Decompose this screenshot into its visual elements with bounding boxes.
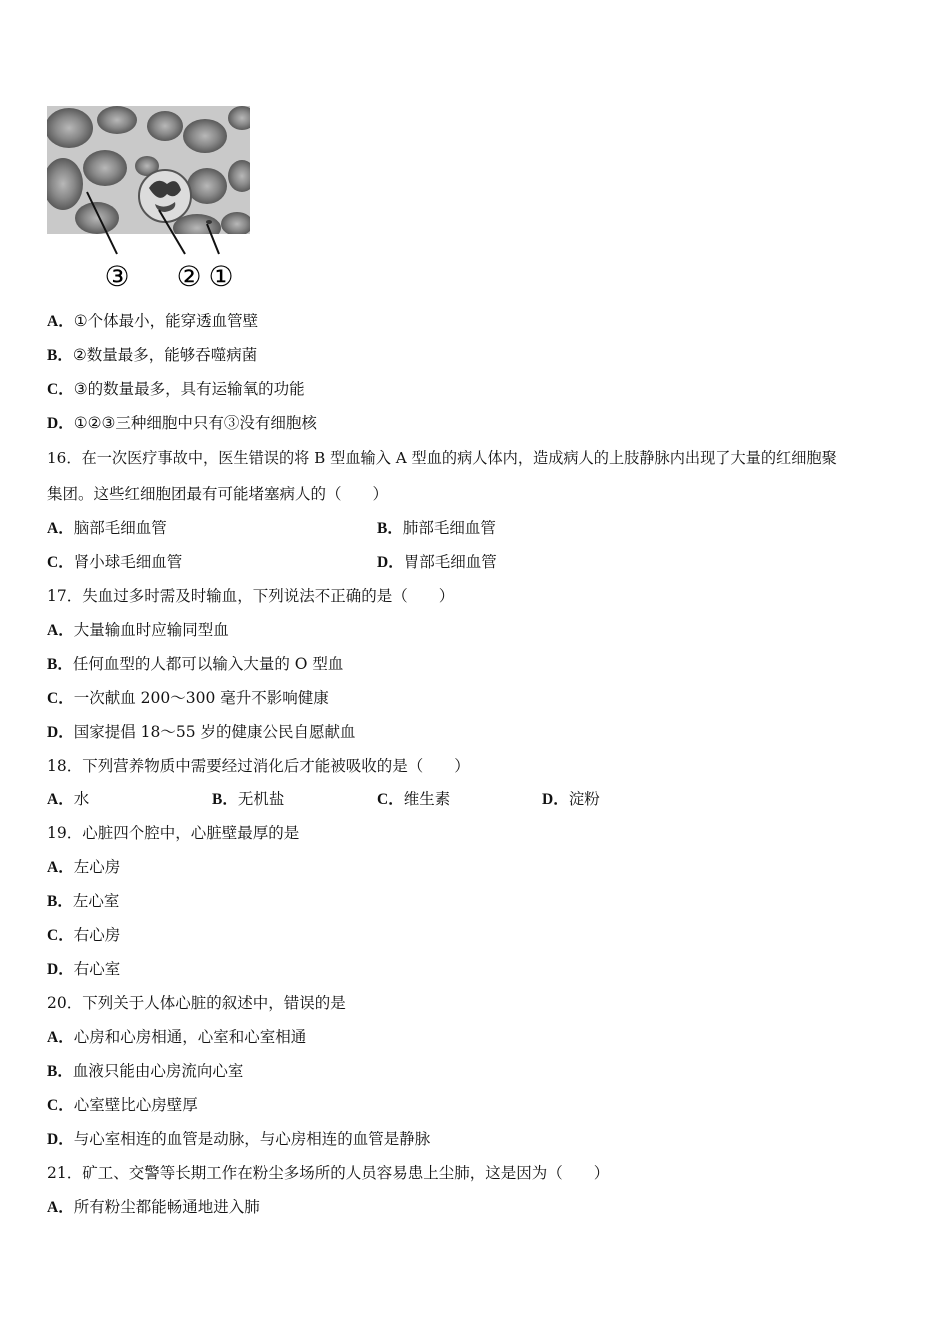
q15-option-a: A．①个体最小，能穿透血管壁	[47, 312, 259, 330]
blood-cell-figure	[47, 106, 250, 296]
q16-option-b: B．肺部毛细血管	[377, 519, 496, 537]
q16-option-a: A．脑部毛细血管	[47, 519, 167, 537]
q18-option-b: B．无机盐	[212, 790, 285, 808]
q20-option-c: C．心室壁比心房壁厚	[47, 1096, 198, 1114]
q21-option-a: A．所有粉尘都能畅通地进入肺	[47, 1198, 260, 1216]
q15-option-d: D．①②③三种细胞中只有③没有细胞核	[47, 414, 317, 432]
figure-label-3: ③	[104, 260, 130, 293]
q17-option-b: B．任何血型的人都可以输入大量的 O 型血	[47, 655, 344, 673]
q15-option-c: C．③的数量最多，具有运输氧的功能	[47, 380, 305, 398]
q17-stem: 17．失血过多时需及时输血，下列说法不正确的是（ ）	[47, 587, 455, 605]
q16-stem-line2: 集团。这些红细胞团最有可能堵塞病人的（ ）	[47, 485, 389, 503]
q20-option-a: A．心房和心房相通，心室和心室相通	[47, 1028, 307, 1046]
q17-option-c: C．一次献血 200～300 毫升不影响健康	[47, 689, 329, 707]
q17-option-a: A．大量输血时应输同型血	[47, 621, 229, 639]
q19-option-a: A．左心房	[47, 858, 121, 876]
q16-option-d: D．胃部毛细血管	[377, 553, 497, 571]
q19-option-b: B．左心室	[47, 892, 120, 910]
q20-option-b: B．血液只能由心房流向心室	[47, 1062, 244, 1080]
q21-stem: 21．矿工、交警等长期工作在粉尘多场所的人员容易患上尘肺，这是因为（ ）	[47, 1164, 610, 1182]
q18-option-d: D．淀粉	[542, 790, 600, 808]
q17-option-d: D．国家提倡 18～55 岁的健康公民自愿献血	[47, 723, 356, 741]
figure-label-2: ②	[176, 260, 202, 293]
q20-stem: 20．下列关于人体心脏的叙述中，错误的是	[47, 994, 346, 1012]
q19-option-c: C．右心房	[47, 926, 121, 944]
q16-option-c: C．肾小球毛细血管	[47, 553, 183, 571]
q18-stem: 18．下列营养物质中需要经过消化后才能被吸收的是（ ）	[47, 757, 470, 775]
q19-stem: 19．心脏四个腔中，心脏壁最厚的是	[47, 824, 300, 842]
q18-option-a: A．水	[47, 790, 90, 808]
q19-option-d: D．右心室	[47, 960, 121, 978]
figure-label-1: ①	[208, 260, 234, 293]
q15-option-b: B．②数量最多，能够吞噬病菌	[47, 346, 258, 364]
q18-option-c: C．维生素	[377, 790, 451, 808]
q16-stem-line1: 16．在一次医疗事故中，医生错误的将 B 型血输入 A 型血的病人体内，造成病人的上肢静脉内出现了大量的红细胞聚	[47, 449, 837, 467]
q20-option-d: D．与心室相连的血管是动脉，与心房相连的血管是静脉	[47, 1130, 431, 1148]
